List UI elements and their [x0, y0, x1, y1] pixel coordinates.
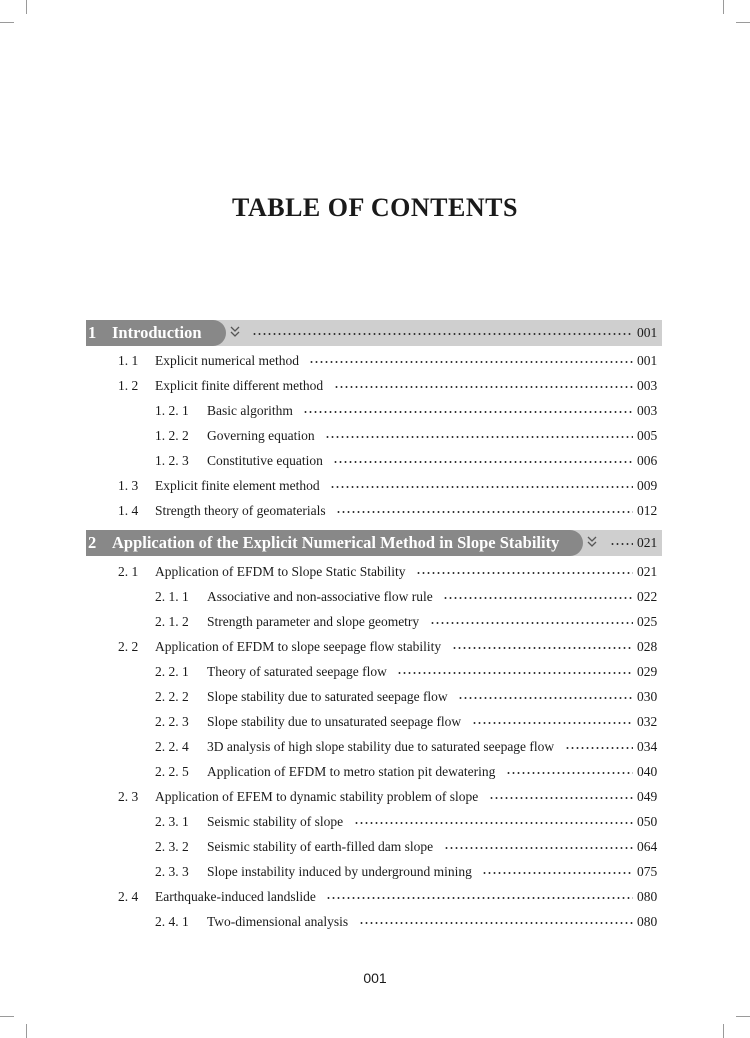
- toc-entry-number: 2. 2. 3: [155, 713, 189, 729]
- crop-mark: [736, 22, 750, 23]
- dot-leader: [325, 432, 633, 442]
- toc-entry-title: Theory of saturated seepage flow: [207, 663, 387, 679]
- toc-entry-row[interactable]: [0, 709, 750, 734]
- dot-leader: [489, 793, 633, 803]
- toc-page-number: 030: [637, 688, 658, 704]
- toc-page-number: 075: [637, 863, 658, 879]
- toc-entry-number: 2. 2. 5: [155, 763, 189, 779]
- toc-entry-title: Explicit finite different method: [155, 377, 324, 393]
- crop-mark: [723, 0, 724, 14]
- crop-mark: [0, 22, 14, 23]
- chevron-down-icon: [585, 533, 599, 551]
- toc-entry-row[interactable]: [0, 584, 750, 609]
- toc-entry-row[interactable]: [0, 559, 750, 584]
- toc-entry-row[interactable]: [0, 884, 750, 909]
- toc-entry-title: Seismic stability of slope: [207, 813, 344, 829]
- toc-entry-number: 1. 2. 3: [155, 452, 189, 468]
- crop-mark: [736, 1016, 750, 1017]
- toc-entry-title: Slope stability due to unsaturated seepage flow: [207, 713, 462, 729]
- toc-entry-number: 2. 2. 4: [155, 738, 189, 754]
- page-title: TABLE OF CONTENTS: [232, 193, 518, 222]
- toc-entry-number: 2. 2. 1: [155, 663, 189, 679]
- dot-leader: [565, 743, 633, 753]
- toc-entry-number: 2. 3. 1: [155, 813, 189, 829]
- toc-page-number: 029: [637, 663, 658, 679]
- toc-entry-title: Application of the Explicit Numerical Method in Slope Stability: [112, 533, 560, 552]
- toc-page-number: 050: [637, 813, 658, 829]
- toc-entry-row[interactable]: [0, 909, 750, 934]
- dot-leader: [443, 593, 633, 603]
- toc-entry-number: 2. 2. 2: [155, 688, 189, 704]
- toc-entry-number: 2. 4. 1: [155, 913, 189, 929]
- crop-mark: [26, 0, 27, 14]
- dot-leader: [444, 843, 633, 853]
- dot-leader: [416, 568, 633, 578]
- toc-entry-number: 2. 3: [118, 788, 139, 804]
- dot-leader: [472, 718, 633, 728]
- dot-leader: [252, 329, 633, 339]
- toc-entry-row[interactable]: [0, 859, 750, 884]
- toc-page-number: 032: [637, 713, 658, 729]
- dot-leader: [610, 539, 633, 549]
- toc-entry-title: Seismic stability of earth-filled dam slope: [207, 838, 434, 854]
- toc-entry-title: Application of EFDM to slope seepage flow stability: [155, 638, 442, 654]
- toc-chapter-row[interactable]: [0, 319, 750, 347]
- toc-entry-number: 2. 3. 2: [155, 838, 189, 854]
- toc-entry-number: 2. 1. 2: [155, 613, 189, 629]
- crop-mark: [723, 1024, 724, 1038]
- toc-entry-number: 2: [88, 533, 97, 552]
- dot-leader: [309, 357, 633, 367]
- toc-entry-row[interactable]: [0, 498, 750, 523]
- toc-entry-row[interactable]: [0, 659, 750, 684]
- toc-entry-title: Introduction: [112, 323, 202, 342]
- toc-entry-number: 1. 1: [118, 352, 139, 368]
- toc-entry-title: Associative and non-associative flow rule: [207, 588, 433, 604]
- toc-entry-row[interactable]: [0, 784, 750, 809]
- toc-entry-row[interactable]: [0, 473, 750, 498]
- toc-entry-title: Slope instability induced by underground mining: [207, 863, 472, 879]
- toc-entry-row[interactable]: [0, 684, 750, 709]
- toc-page-number: 001: [637, 352, 658, 368]
- toc-entry-number: 2. 1. 1: [155, 588, 189, 604]
- dot-leader: [330, 482, 633, 492]
- toc-entry-number: 1. 3: [118, 477, 139, 493]
- toc-page-number: 040: [637, 763, 658, 779]
- toc-page-number: 025: [637, 613, 658, 629]
- toc-entry-row[interactable]: [0, 809, 750, 834]
- toc-entry-title: Strength theory of geomaterials: [155, 502, 326, 518]
- toc-page-number: 064: [637, 838, 658, 854]
- page-number: 001: [363, 970, 387, 986]
- toc-entry-title: Strength parameter and slope geometry: [207, 613, 420, 629]
- toc-entry-title: Earthquake-induced landslide: [155, 888, 316, 904]
- toc-entry-number: 2. 1: [118, 563, 139, 579]
- dot-leader: [336, 507, 633, 517]
- toc-page-number: 021: [637, 535, 658, 550]
- dot-leader: [333, 457, 633, 467]
- crop-mark: [0, 1016, 14, 1017]
- chevron-down-icon: [228, 323, 242, 341]
- toc-page-number: 080: [637, 913, 658, 929]
- toc-entry-row[interactable]: [0, 398, 750, 423]
- toc-entry-title: Two-dimensional analysis: [207, 913, 349, 929]
- toc-entry-title: Constitutive equation: [207, 452, 323, 468]
- toc-entry-row[interactable]: [0, 609, 750, 634]
- dot-leader: [458, 693, 633, 703]
- toc-entry-title: Governing equation: [207, 427, 315, 443]
- toc-entry-row[interactable]: [0, 734, 750, 759]
- dot-leader: [334, 382, 633, 392]
- toc-chapter-row[interactable]: [0, 529, 750, 557]
- dot-leader: [359, 918, 633, 928]
- toc-entry-number: 1. 4: [118, 502, 139, 518]
- toc-page-number: 049: [637, 788, 658, 804]
- toc-entry-title: Slope stability due to saturated seepage flow: [207, 688, 448, 704]
- dot-leader: [482, 868, 633, 878]
- toc-entry-number: 2. 2: [118, 638, 139, 654]
- toc-entry-title: Application of EFDM to metro station pit dewatering: [207, 763, 496, 779]
- toc-entry-number: 2. 4: [118, 888, 139, 904]
- toc-page-number: 080: [637, 888, 658, 904]
- toc-entry-row[interactable]: [0, 834, 750, 859]
- toc-entry-title: 3D analysis of high slope stability due to saturated seepage flow: [207, 738, 555, 754]
- toc-page-number: 001: [637, 325, 658, 340]
- toc-page-number: 003: [637, 377, 658, 393]
- toc-entry-number: 2. 3. 3: [155, 863, 189, 879]
- toc-entry-title: Application of EFDM to Slope Static Stability: [155, 563, 406, 579]
- toc-page-number: 022: [637, 588, 658, 604]
- toc-entry-row[interactable]: [0, 448, 750, 473]
- dot-leader: [303, 407, 633, 417]
- toc-entry-row[interactable]: [0, 759, 750, 784]
- dot-leader: [326, 893, 633, 903]
- toc-page-number: 034: [637, 738, 658, 754]
- dot-leader: [354, 818, 633, 828]
- toc-entry-title: Explicit finite element method: [155, 477, 320, 493]
- toc-entry-number: 1. 2. 1: [155, 402, 189, 418]
- dot-leader: [506, 768, 633, 778]
- toc-entry-number: 1: [88, 323, 97, 342]
- toc-entry-row[interactable]: [0, 634, 750, 659]
- toc-page-number: 005: [637, 427, 658, 443]
- toc-entry-row[interactable]: [0, 423, 750, 448]
- dot-leader: [397, 668, 633, 678]
- toc-entry-title: Application of EFEM to dynamic stability problem of slope: [155, 788, 479, 804]
- toc-page-number: 003: [637, 402, 658, 418]
- toc-entry-title: Explicit numerical method: [155, 352, 299, 368]
- crop-mark: [26, 1024, 27, 1038]
- toc-entry-number: 1. 2: [118, 377, 139, 393]
- dot-leader: [452, 643, 633, 653]
- toc-page-number: 006: [637, 452, 658, 468]
- dot-leader: [430, 618, 633, 628]
- toc-page-number: 028: [637, 638, 658, 654]
- toc-entry-title: Basic algorithm: [207, 402, 293, 418]
- toc-entry-row[interactable]: [0, 348, 750, 373]
- toc-entry-row[interactable]: [0, 373, 750, 398]
- toc-page-number: 009: [637, 477, 658, 493]
- toc-page-number: 012: [637, 502, 658, 518]
- toc-page-number: 021: [637, 563, 658, 579]
- toc-entry-number: 1. 2. 2: [155, 427, 189, 443]
